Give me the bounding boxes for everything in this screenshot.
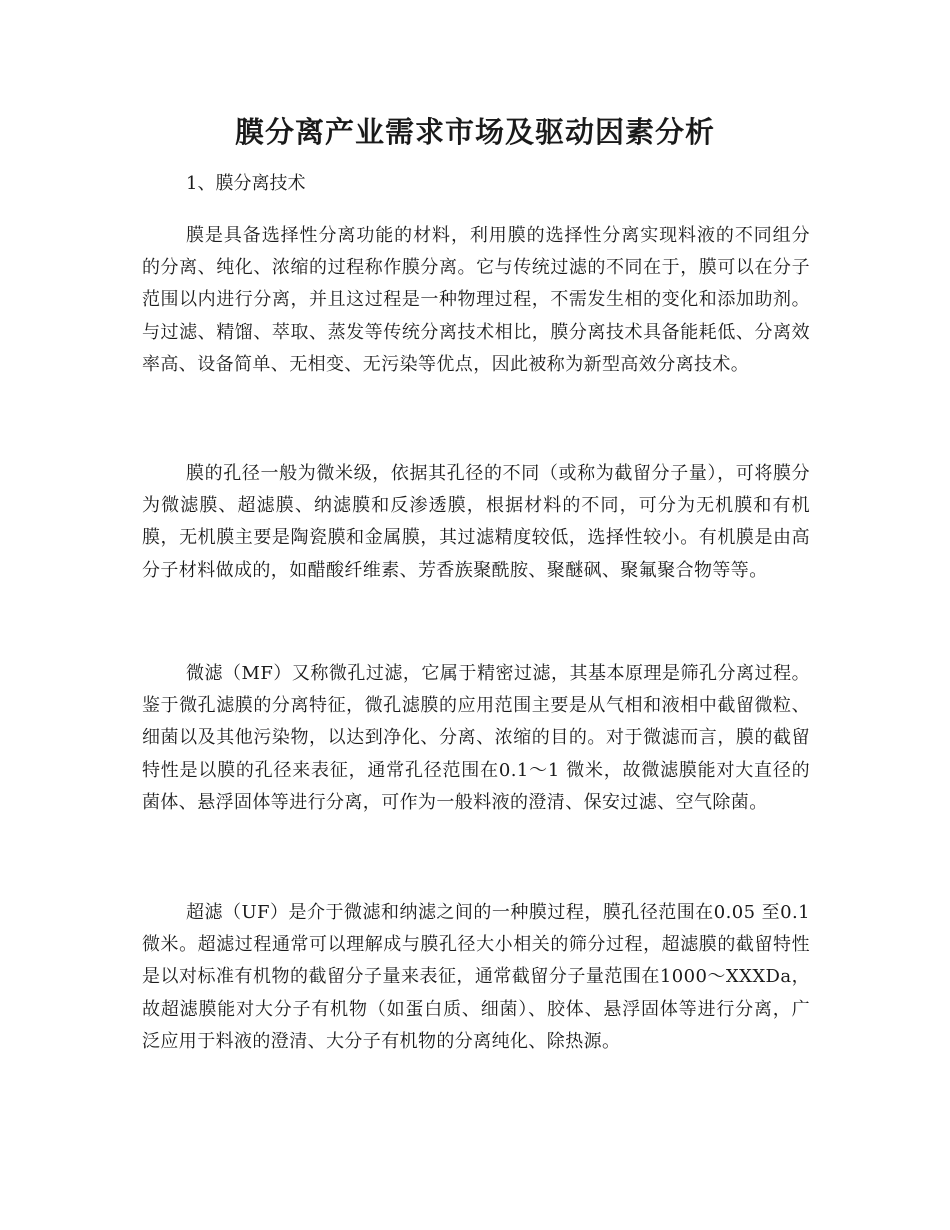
page-title: 膜分离产业需求市场及驱动因素分析 <box>234 115 715 149</box>
paragraph-membrane-classification: 膜的孔径一般为微米级，依据其孔径的不同（或称为截留分子量），可将膜分为微滤膜、超滤膜、纳滤膜和反渗透膜，根据材料的不同，可分为无机膜和有机膜，无机膜主要是陶瓷膜和金属膜，其过滤精度较低，选择性较小。有机膜是由高分子材料做成的，如醋酸纤维素、芳香族聚酰胺、聚醚砜、聚氟聚合物等等。 <box>142 463 810 581</box>
section-heading: 1、膜分离技术 <box>186 173 306 194</box>
paragraph-microfiltration: 微滤（MF）又称微孔过滤，它属于精密过滤，其基本原理是筛孔分离过程。鉴于微孔滤膜的分离特征，微孔滤膜的应用范围主要是从气相和液相中截留微粒、细菌以及其他污染物，以达到净化、分离、浓缩的目的。对于微滤而言，膜的截留特性是以膜的孔径来表征，通常孔径范围在0.1～1 微米，故微滤膜能对大直径的菌体、悬浮固体等进行分离，可作为一般料液的澄清、保安过滤、空气除菌。 <box>142 663 810 813</box>
paragraph-membrane-definition: 膜是具备选择性分离功能的材料，利用膜的选择性分离实现料液的不同组分的分离、纯化、浓缩的过程称作膜分离。它与传统过滤的不同在于，膜可以在分子范围以内进行分离，并且这过程是一种物理过程，不需发生相的变化和添加助剂。与过滤、精馏、萃取、蒸发等传统分离技术相比，膜分离技术具备能耗低、分离效率高、设备简单、无相变、无污染等优点，因此被称为新型高效分离技术。 <box>142 225 810 375</box>
paragraph-ultrafiltration: 超滤（UF）是介于微滤和纳滤之间的一种膜过程，膜孔径范围在0.05 至0.1 微米。超滤过程通常可以理解成与膜孔径大小相关的筛分过程，超滤膜的截留特性是以对标准有机物的截留分子量来表征，通常截留分子量范围在1000～XXXDa，故超滤膜能对大分子有机物（如蛋白质、细菌）、胶体、悬浮固体等进行分离，广泛应用于料液的澄清、大分子有机物的分离纯化、除热源。 <box>142 902 810 1052</box>
